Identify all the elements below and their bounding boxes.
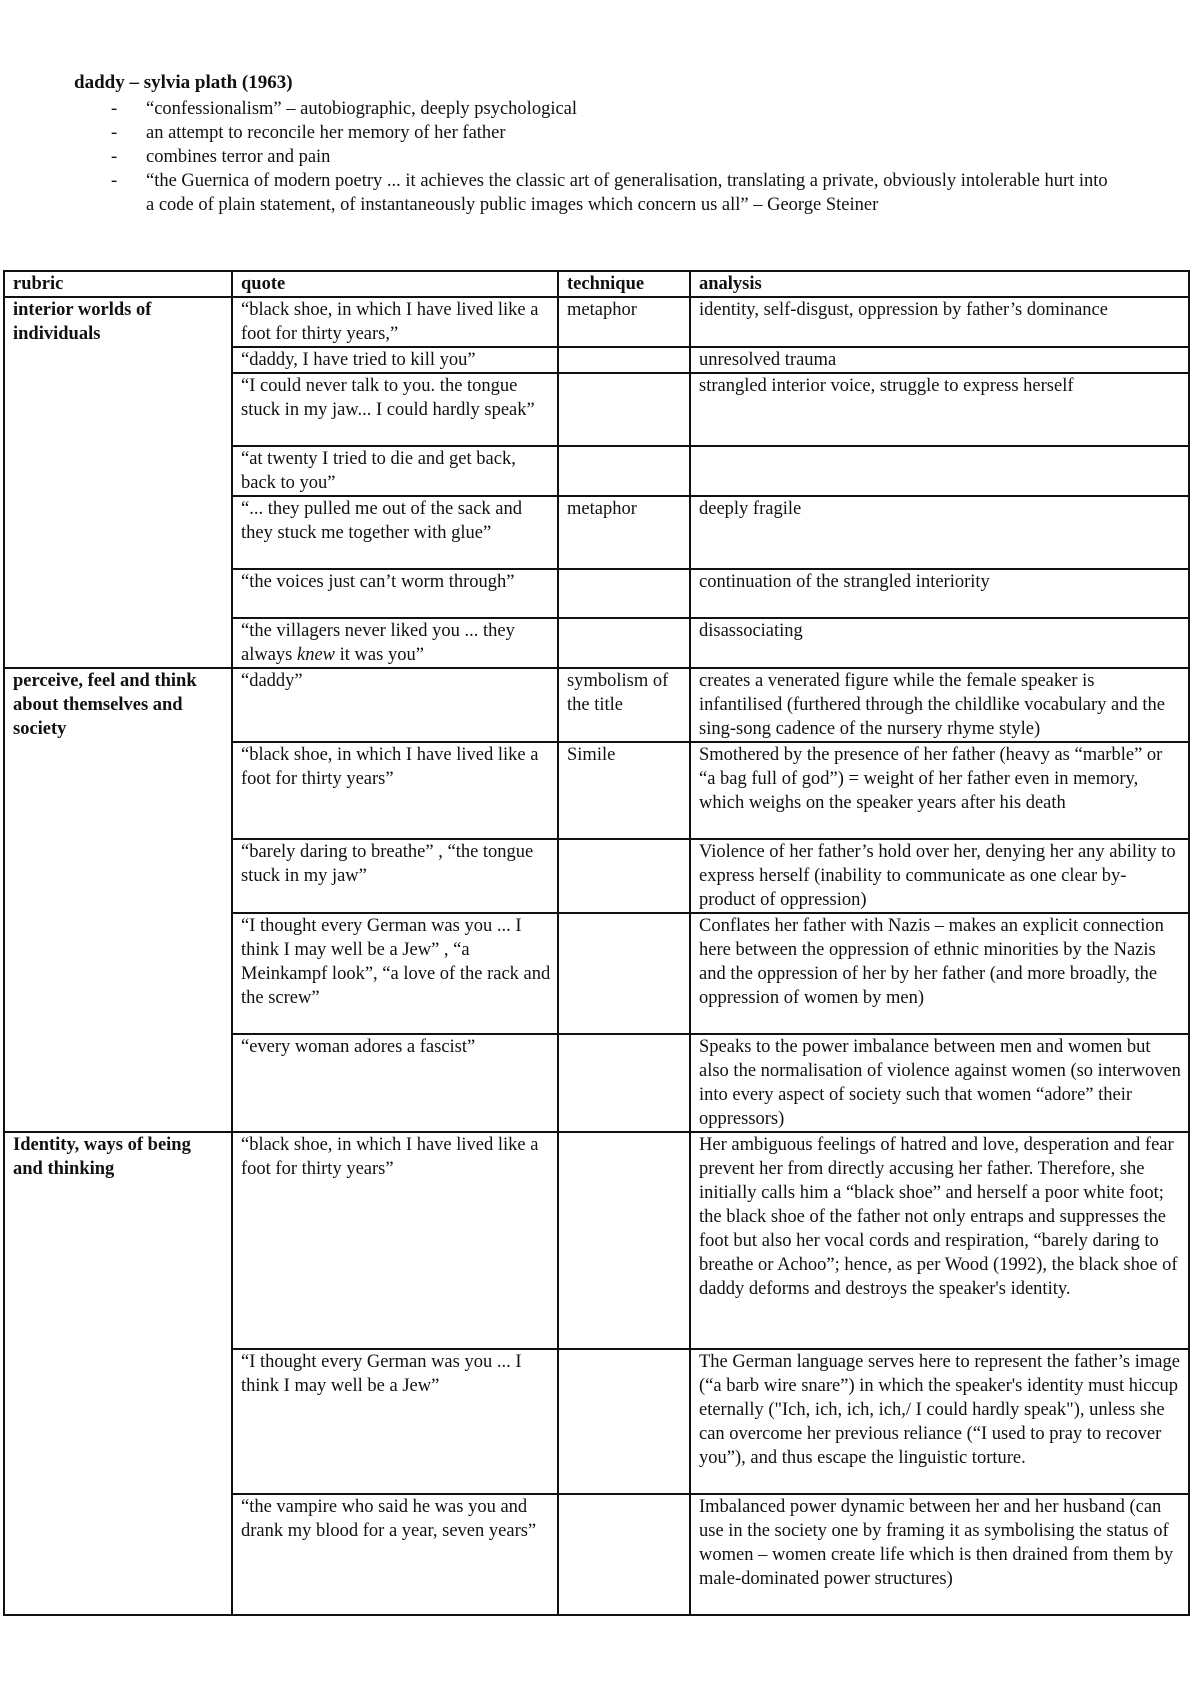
technique-cell — [558, 618, 690, 668]
technique-cell: metaphor — [558, 496, 690, 569]
analysis-cell — [690, 446, 1189, 496]
technique-cell — [558, 373, 690, 446]
table-row — [4, 1132, 1189, 1349]
quote-cell: “I thought every German was you ... I think I may well be a Jew” , “a Meinkampf look”, “a love of the rack and the screw” — [232, 913, 558, 1034]
analysis-cell: creates a venerated figure while the female speaker is infantilised (furthered through the childlike vocabulary and the sing-song cadence of the nursery rhyme style) — [690, 668, 1189, 742]
intro-bullet: - combines terror and pain — [108, 145, 1118, 169]
rubric-cell: perceive, feel and think about themselves and society — [4, 668, 232, 1132]
rubric-cell: Identity, ways of being and thinking — [4, 1132, 232, 1615]
technique-cell: Simile — [558, 742, 690, 839]
header-rubric: rubric — [4, 271, 232, 297]
technique-cell — [558, 446, 690, 496]
quote-emphasis: knew — [297, 645, 336, 665]
analysis-cell: Speaks to the power imbalance between men and women but also the normalisation of violence against women (so interwoven into every aspect of society such that women “adore” their oppressors) — [690, 1034, 1189, 1132]
intro-bullet: - “the Guernica of modern poetry ... it achieves the classic art of generalisation, translating a private, obviously intolerable hurt into a code of plain statement, of instantaneously public images which concern us all” – George Steiner — [108, 169, 1118, 217]
analysis-cell: Conflates her father with Nazis – makes an explicit connection here between the oppression of ethnic minorities by the Nazis and the oppression of her by her father (and more broadly, the oppression of women by men) — [690, 913, 1189, 1034]
header-technique: technique — [558, 271, 690, 297]
quote-cell: “the vampire who said he was you and drank my blood for a year, seven years” — [232, 1494, 558, 1615]
quote-text: it was you” — [335, 645, 424, 665]
quote-cell: “I thought every German was you ... I think I may well be a Jew” — [232, 1349, 558, 1494]
quote-cell — [232, 618, 558, 668]
technique-cell — [558, 1132, 690, 1349]
analysis-table — [3, 270, 1190, 1616]
quote-text: “the villagers never liked you ... they always — [241, 621, 515, 665]
intro-bullet: - “confessionalism” – autobiographic, deeply psychological — [108, 97, 1118, 121]
technique-cell — [558, 839, 690, 913]
analysis-cell: strangled interior voice, struggle to express herself — [690, 373, 1189, 446]
analysis-cell: identity, self-disgust, oppression by father’s dominance — [690, 297, 1189, 347]
technique-cell — [558, 1034, 690, 1132]
technique-cell — [558, 1349, 690, 1494]
quote-cell: “daddy, I have tried to kill you” — [232, 347, 558, 373]
table-row — [4, 297, 1189, 347]
analysis-cell: Smothered by the presence of her father (heavy as “marble” or “a bag full of god”) = weight of her father even in memory, which weighs on the speaker years after his death — [690, 742, 1189, 839]
intro-bullet: - an attempt to reconcile her memory of her father — [108, 121, 1118, 145]
header-quote: quote — [232, 271, 558, 297]
technique-cell: metaphor — [558, 297, 690, 347]
quote-cell: “daddy” — [232, 668, 558, 742]
quote-cell: “black shoe, in which I have lived like a foot for thirty years,” — [232, 297, 558, 347]
technique-cell — [558, 347, 690, 373]
quote-cell: “black shoe, in which I have lived like a foot for thirty years” — [232, 742, 558, 839]
quote-cell: “I could never talk to you. the tongue stuck in my jaw... I could hardly speak” — [232, 373, 558, 446]
analysis-cell: Imbalanced power dynamic between her and her husband (can use in the society one by framing it as symbolising the status of women – women create life which is then drained from them by male-dominated power structures) — [690, 1494, 1189, 1615]
table-header-row — [4, 271, 1189, 297]
analysis-cell: continuation of the strangled interiority — [690, 569, 1189, 618]
technique-cell — [558, 913, 690, 1034]
analysis-cell: unresolved trauma — [690, 347, 1189, 373]
quote-cell: “black shoe, in which I have lived like a foot for thirty years” — [232, 1132, 558, 1349]
analysis-cell: deeply fragile — [690, 496, 1189, 569]
quote-cell: “barely daring to breathe” , “the tongue stuck in my jaw” — [232, 839, 558, 913]
analysis-cell: Her ambiguous feelings of hatred and love, desperation and fear prevent her from directly accusing her father. Therefore, she initially calls him a “black shoe” and herself a poor white foot; the black shoe of the father not only entraps and suppresses the foot but also her vocal cords and respiration, “barely daring to breathe or Achoo”; hence, as per Wood (1992), the black shoe of daddy deforms and destroys the speaker's identity. — [690, 1132, 1189, 1349]
quote-cell: “... they pulled me out of the sack and they stuck me together with glue” — [232, 496, 558, 569]
table-row — [4, 668, 1189, 742]
technique-cell — [558, 569, 690, 618]
quote-cell: “the voices just can’t worm through” — [232, 569, 558, 618]
technique-cell — [558, 1494, 690, 1615]
intro-bullet-list — [108, 97, 1118, 217]
analysis-cell: The German language serves here to represent the father’s image (“a barb wire snare”) in which the speaker's identity must hiccup eternally ("Ich, ich, ich, ich,/ I could hardly speak"), unless she can overcome her previous reliance (“I used to pray to recover you”), and thus escape the linguistic torture. — [690, 1349, 1189, 1494]
header-analysis: analysis — [690, 271, 1189, 297]
technique-cell: symbolism of the title — [558, 668, 690, 742]
quote-cell: “at twenty I tried to die and get back, back to you” — [232, 446, 558, 496]
document-heading: daddy – sylvia plath (1963) — [74, 72, 293, 93]
rubric-cell: interior worlds of individuals — [4, 297, 232, 668]
analysis-cell: Violence of her father’s hold over her, denying her any ability to express herself (inability to communicate as one clear by-product of oppression) — [690, 839, 1189, 913]
quote-cell: “every woman adores a fascist” — [232, 1034, 558, 1132]
analysis-cell: disassociating — [690, 618, 1189, 668]
